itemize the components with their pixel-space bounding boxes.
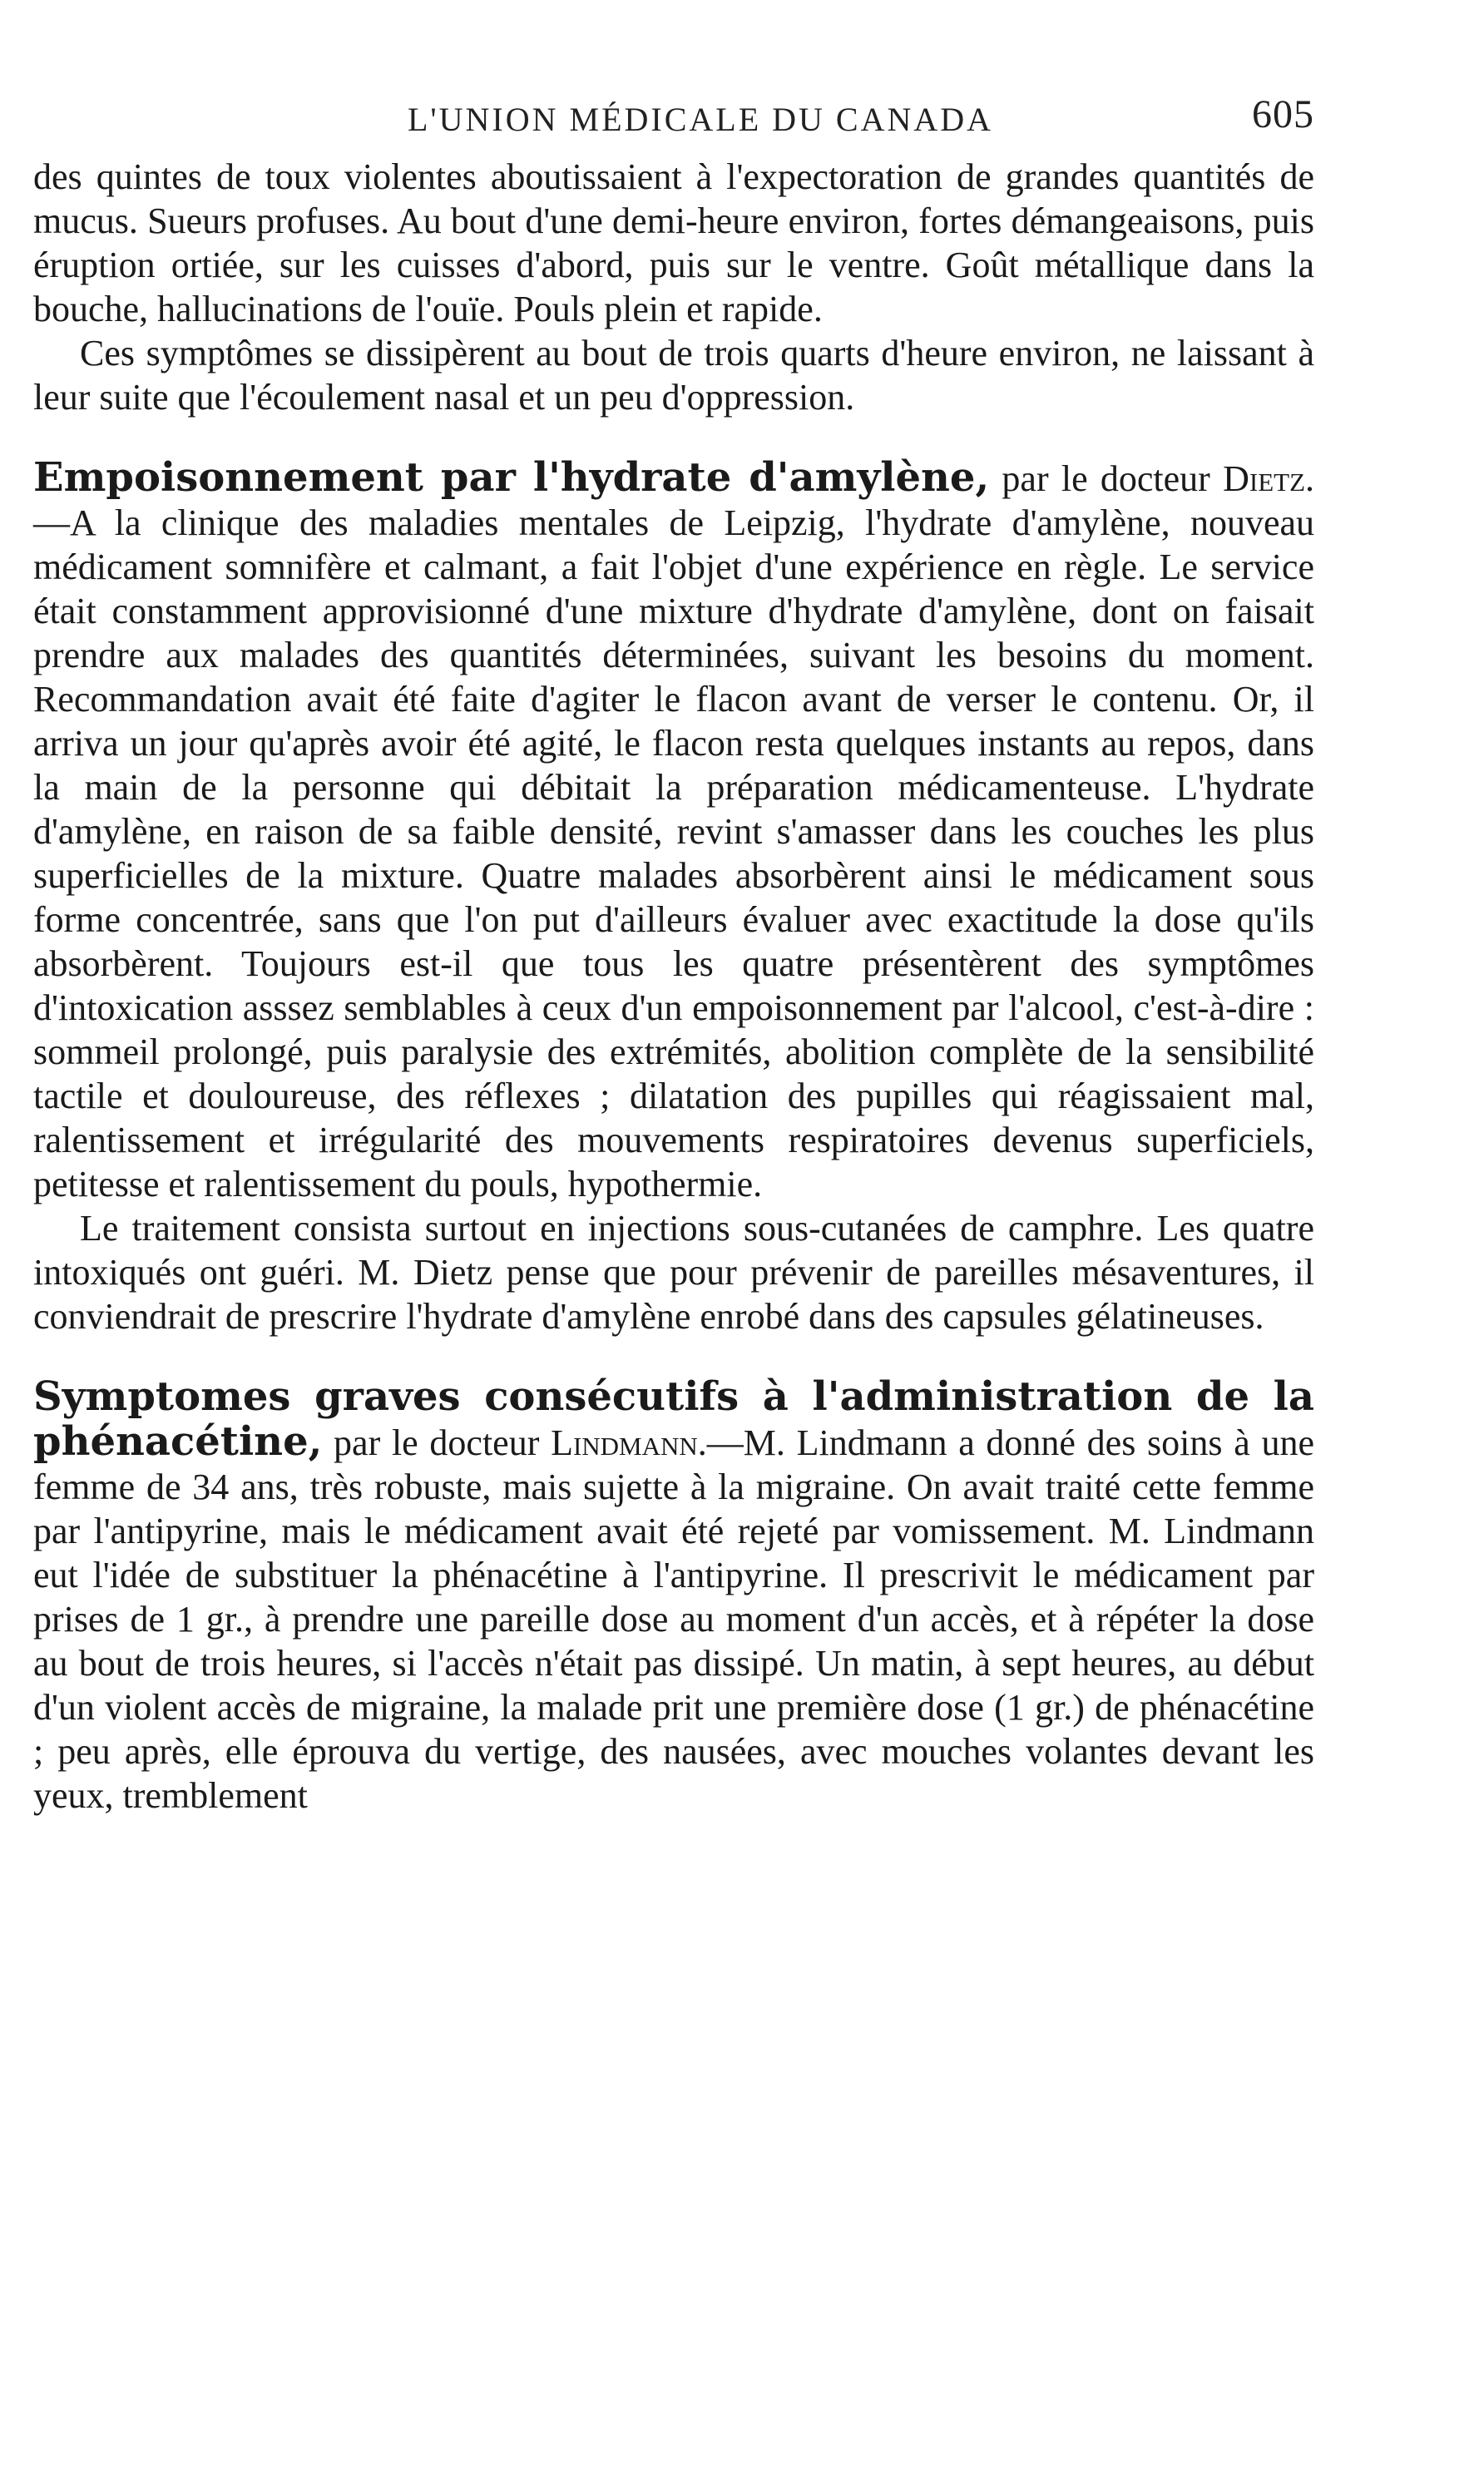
article-amylene — [33, 456, 1314, 1338]
article-amylene-author: Dietz — [1223, 458, 1306, 499]
intro-paragraph-continued: des quintes de toux violentes aboutissaient à l'expectoration de grandes quantités de mucus. Sueurs profuses. Au bout d'une demi-heure environ, fortes démangeaisons, puis éruption ortiée, sur les cuisses d'abord, puis sur le ventre. Goût métallique dans la bouche, hallucinations de l'ouïe. Pouls plein et rapide. — [33, 156, 1314, 329]
article-amylene-byline: par le docteur — [989, 458, 1224, 499]
article-phenacetine — [33, 1375, 1314, 1818]
intro-paragraph: Ces symptômes se dissipèrent au bout de trois quarts d'heure environ, ne laissant à leur suite que l'écoulement nasal et un peu d'oppression. — [33, 333, 1314, 418]
article-amylene-paragraph-1 — [33, 456, 1314, 1206]
article-amylene-text: .—A la clinique des maladies mentales de Leipzig, l'hydrate d'amylène, nouveau médicament somnifère et calmant, a fait l'objet d'une expérience en règle. Le service était constamment approvisionné d'une mixture d'hydrate d'amylène, dont on faisait prendre aux malades des quantités déterminées, suivant les besoins du moment. Recommandation avait été faite d'agiter le flacon avant de verser le contenu. Or, il arriva un jour qu'après avoir été agité, le flacon resta quelques instants au repos, dans la main de la personne qui débitait la préparation médicamenteuse. L'hydrate d'amylène, en raison de sa faible densité, revint s'amasser dans les couches les plus superficielles de la mixture. Quatre malades absorbèrent ainsi le médicament sous forme concentrée, sans que l'on put d'ailleurs évaluer avec exactitude la dose qu'ils absorbèrent. Toujours est-il que tous les quatre présentèrent des symptômes d'intoxication asssez semblables à ceux d'un empoisonnement par l'alcool, c'est-à-dire : sommeil prolongé, puis paralysie des extrémités, abolition complète de la sensibilité tactile et douloureuse, des réflexes ; dilatation des pupilles qui réagissaient mal, ralentissement et irrégularité des mouvements respiratoires devenus superficiels, petitesse et ralentissement du pouls, hypothermie. — [33, 458, 1315, 1204]
page-number: 605 — [1252, 92, 1314, 136]
article-amylene-paragraph-2: Le traitement consista surtout en injections sous-cutanées de camphre. Les quatre intoxiqués ont guéri. M. Dietz pense que pour prévenir de pareilles mésaventures, il conviendrait de prescrire l'hydrate d'amylène enrobé dans des capsules gélatineuses. — [33, 1208, 1314, 1337]
article-phenacetine-text: .—M. Lindmann a donné des soins à une femme de 34 ans, très robuste, mais sujette à la migraine. On avait traité cette femme par l'antipyrine, mais le médicament avait été rejeté par vomissement. M. Lindmann eut l'idée de substituer la phénacétine à l'antipyrine. Il prescrivit le médicament par prises de 1 gr., à prendre une pareille dose au moment d'un accès, et à répéter la dose au bout de trois heures, si l'accès n'était pas dissipé. Un matin, à sept heures, au début d'un violent accès de migraine, la malade prit une première dose (1 gr.) de phénacétine ; peu après, elle éprouva du vertige, des nausées, avec mouches volantes devant les yeux, tremblement — [33, 1422, 1315, 1816]
page-body — [33, 155, 1314, 1818]
article-phenacetine-title: Symptomes graves consécutifs à l'administration de la phénacétine, — [33, 1373, 1314, 1465]
article-amylene-title: Empoisonnement par l'hydrate d'amylène, — [33, 454, 990, 501]
document-page — [33, 83, 1314, 1818]
article-phenacetine-byline: par le docteur — [322, 1422, 552, 1463]
journal-title: L'UNION MÉDICALE DU CANADA — [408, 101, 994, 138]
running-header — [33, 83, 1314, 141]
article-phenacetine-author: Lindmann — [551, 1422, 698, 1463]
article-phenacetine-paragraph-1 — [33, 1375, 1314, 1818]
